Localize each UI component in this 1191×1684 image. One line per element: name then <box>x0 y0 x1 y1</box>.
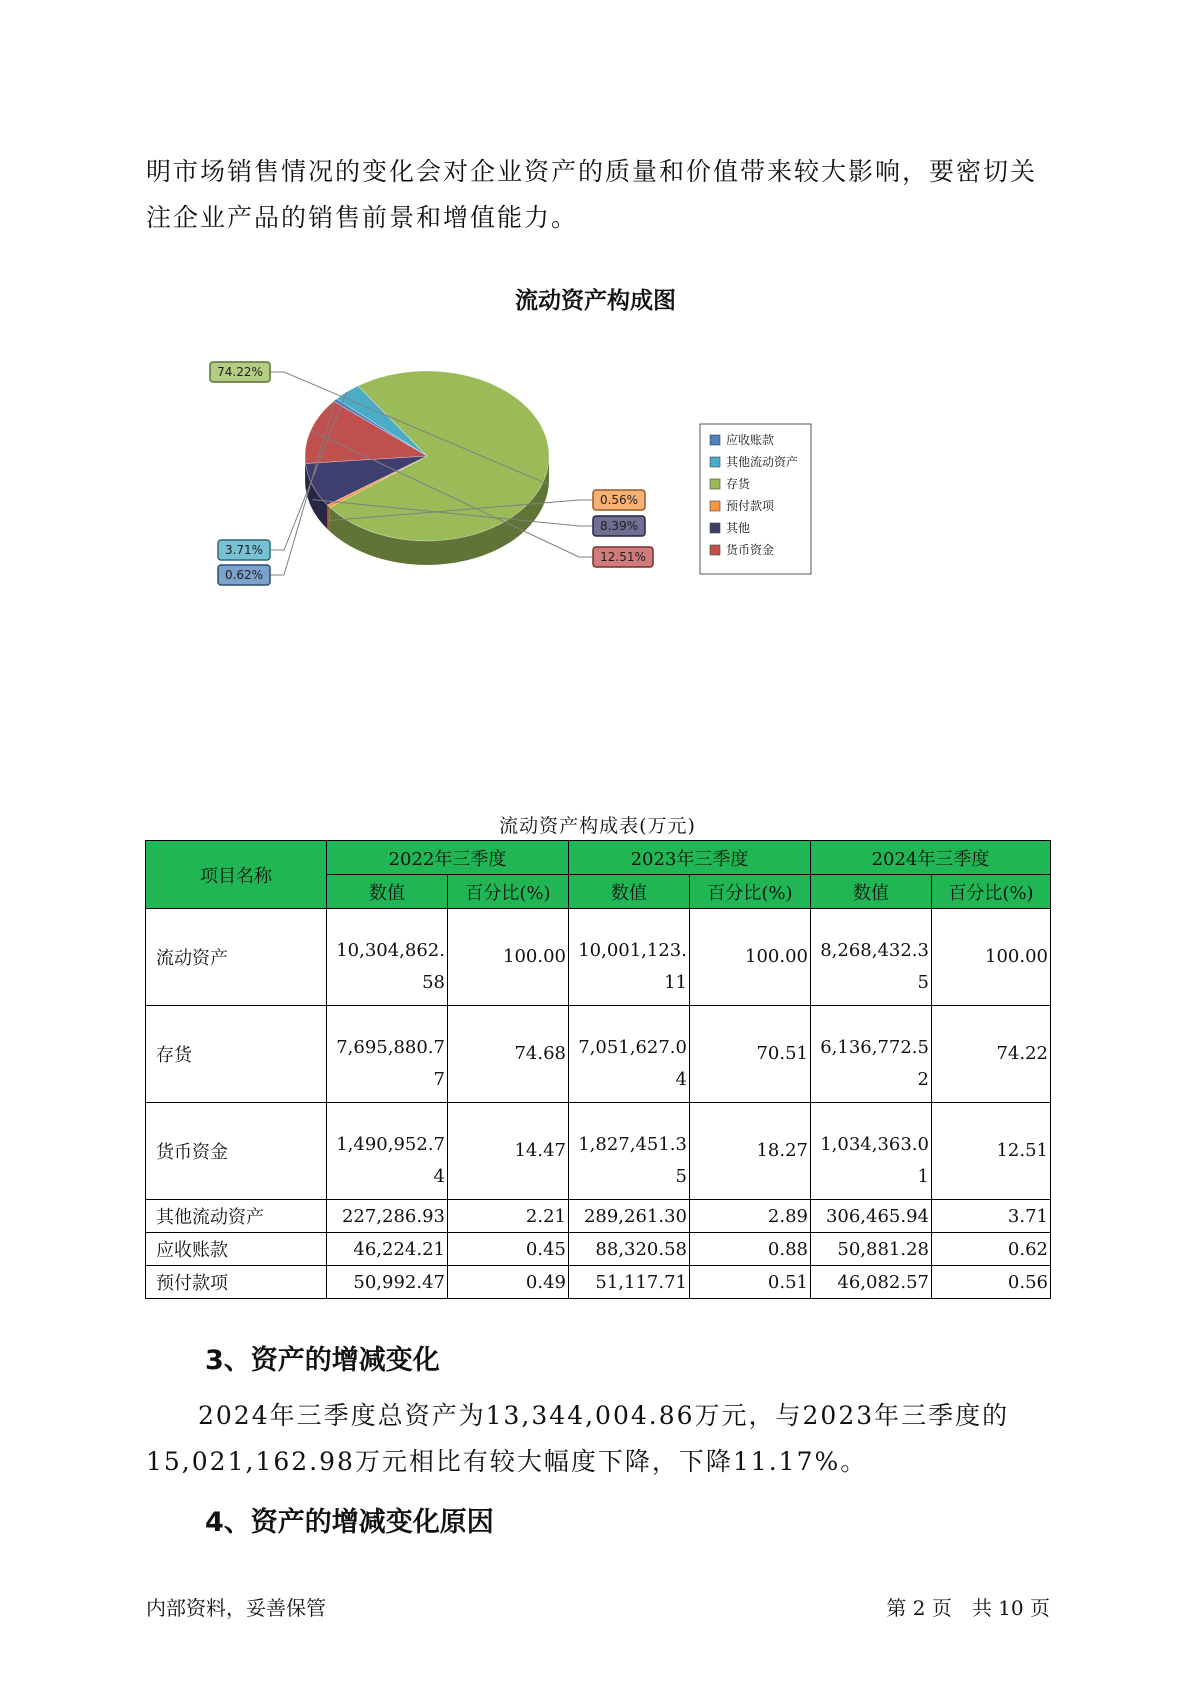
row-name: 货币资金 <box>146 1103 327 1200</box>
cell-pct: 74.22 <box>932 1006 1051 1103</box>
row-name: 存货 <box>146 1006 327 1103</box>
cell-value: 7,051,627.04 <box>569 1006 690 1103</box>
legend-swatch-应收账款 <box>710 435 720 445</box>
cell-value: 306,465.94 <box>811 1200 932 1233</box>
table-row <box>146 1266 1051 1299</box>
cell-value: 50,881.28 <box>811 1233 932 1266</box>
cell-value: 1,490,952.74 <box>327 1103 448 1200</box>
cell-value: 88,320.58 <box>569 1233 690 1266</box>
legend-entry-预付款项: 预付款项 <box>726 499 775 513</box>
cell-value: 46,224.21 <box>327 1233 448 1266</box>
assets-table <box>145 840 1051 1299</box>
legend-swatch-存货 <box>710 479 720 489</box>
header-pct: 百分比(%) <box>690 875 811 909</box>
cell-value: 50,992.47 <box>327 1266 448 1299</box>
cell-value: 10,001,123.11 <box>569 909 690 1006</box>
table-row <box>146 1233 1051 1266</box>
cell-pct: 70.51 <box>690 1006 811 1103</box>
cell-pct: 3.71 <box>932 1200 1051 1233</box>
pie-chart <box>0 0 1191 640</box>
cell-pct: 0.62 <box>932 1233 1051 1266</box>
header-pct: 百分比(%) <box>932 875 1051 909</box>
cell-pct: 0.51 <box>690 1266 811 1299</box>
cell-value: 6,136,772.52 <box>811 1006 932 1103</box>
legend-entry-其他: 其他 <box>726 521 751 535</box>
legend-swatch-预付款项 <box>710 501 720 511</box>
cell-value: 227,286.93 <box>327 1200 448 1233</box>
data-label-应收账款: 0.62% <box>224 568 264 582</box>
section3-heading: 3、资产的增减变化 <box>205 1345 440 1376</box>
footer-left: 内部资料，妥善保管 <box>146 1596 326 1620</box>
section3-paragraph: 2024年三季度总资产为13,344,004.86万元，与2023年三季度的15,021,162.98万元相比有较大幅度下降，下降11.17%。 <box>146 1401 1010 1476</box>
cell-value: 8,268,432.35 <box>811 909 932 1006</box>
data-label-存货: 74.22% <box>217 365 263 379</box>
cell-pct: 12.51 <box>932 1103 1051 1200</box>
legend-entry-存货: 存货 <box>726 477 751 491</box>
cell-value: 10,304,862.58 <box>327 909 448 1006</box>
section4-heading: 4、资产的增减变化原因 <box>205 1507 494 1538</box>
row-name: 应收账款 <box>146 1233 327 1266</box>
legend-entry-其他流动资产: 其他流动资产 <box>726 455 799 469</box>
row-name: 流动资产 <box>146 909 327 1006</box>
intro-paragraph: 明市场销售情况的变化会对企业资产的质量和价值带来较大影响，要密切关注企业产品的销售前景和增值能力。 <box>146 157 1038 232</box>
cell-pct: 0.88 <box>690 1233 811 1266</box>
pie-side-预付款项 <box>327 505 330 531</box>
cell-value: 1,827,451.35 <box>569 1103 690 1200</box>
table-row <box>146 1200 1051 1233</box>
table-row <box>146 1103 1051 1200</box>
data-label-其他: 8.39% <box>599 519 639 533</box>
header-period: 2024年三季度 <box>811 841 1051 875</box>
pie-legend <box>700 424 811 574</box>
cell-pct: 2.21 <box>448 1200 569 1233</box>
header-item-name: 项目名称 <box>146 841 327 909</box>
table-caption: 流动资产构成表(万元) <box>499 815 696 837</box>
footer-page-number: 第 2 页 共 10 页 <box>886 1596 1050 1620</box>
cell-pct: 2.89 <box>690 1200 811 1233</box>
header-pct: 百分比(%) <box>448 875 569 909</box>
cell-pct: 0.45 <box>448 1233 569 1266</box>
legend-entry-应收账款: 应收账款 <box>726 433 775 447</box>
header-period: 2023年三季度 <box>569 841 811 875</box>
cell-pct: 18.27 <box>690 1103 811 1200</box>
cell-pct: 0.49 <box>448 1266 569 1299</box>
header-value: 数值 <box>569 875 690 909</box>
cell-value: 7,695,880.77 <box>327 1006 448 1103</box>
legend-swatch-货币资金 <box>710 545 720 555</box>
header-value: 数值 <box>327 875 448 909</box>
cell-pct: 100.00 <box>932 909 1051 1006</box>
cell-value: 1,034,363.01 <box>811 1103 932 1200</box>
row-name: 其他流动资产 <box>146 1200 327 1233</box>
header-period: 2022年三季度 <box>327 841 569 875</box>
cell-pct: 100.00 <box>448 909 569 1006</box>
table-row <box>146 1006 1051 1103</box>
data-label-预付款项: 0.56% <box>599 493 639 507</box>
data-label-其他流动资产: 3.71% <box>224 543 264 557</box>
cell-pct: 0.56 <box>932 1266 1051 1299</box>
legend-swatch-其他流动资产 <box>710 457 720 467</box>
legend-swatch-其他 <box>710 523 720 533</box>
header-value: 数值 <box>811 875 932 909</box>
row-name: 预付款项 <box>146 1266 327 1299</box>
cell-pct: 14.47 <box>448 1103 569 1200</box>
cell-value: 289,261.30 <box>569 1200 690 1233</box>
cell-value: 51,117.71 <box>569 1266 690 1299</box>
table-row <box>146 909 1051 1006</box>
cell-pct: 74.68 <box>448 1006 569 1103</box>
chart-title: 流动资产构成图 <box>515 288 676 314</box>
cell-value: 46,082.57 <box>811 1266 932 1299</box>
cell-pct: 100.00 <box>690 909 811 1006</box>
legend-entry-货币资金: 货币资金 <box>726 543 775 557</box>
data-label-货币资金: 12.51% <box>600 550 646 564</box>
